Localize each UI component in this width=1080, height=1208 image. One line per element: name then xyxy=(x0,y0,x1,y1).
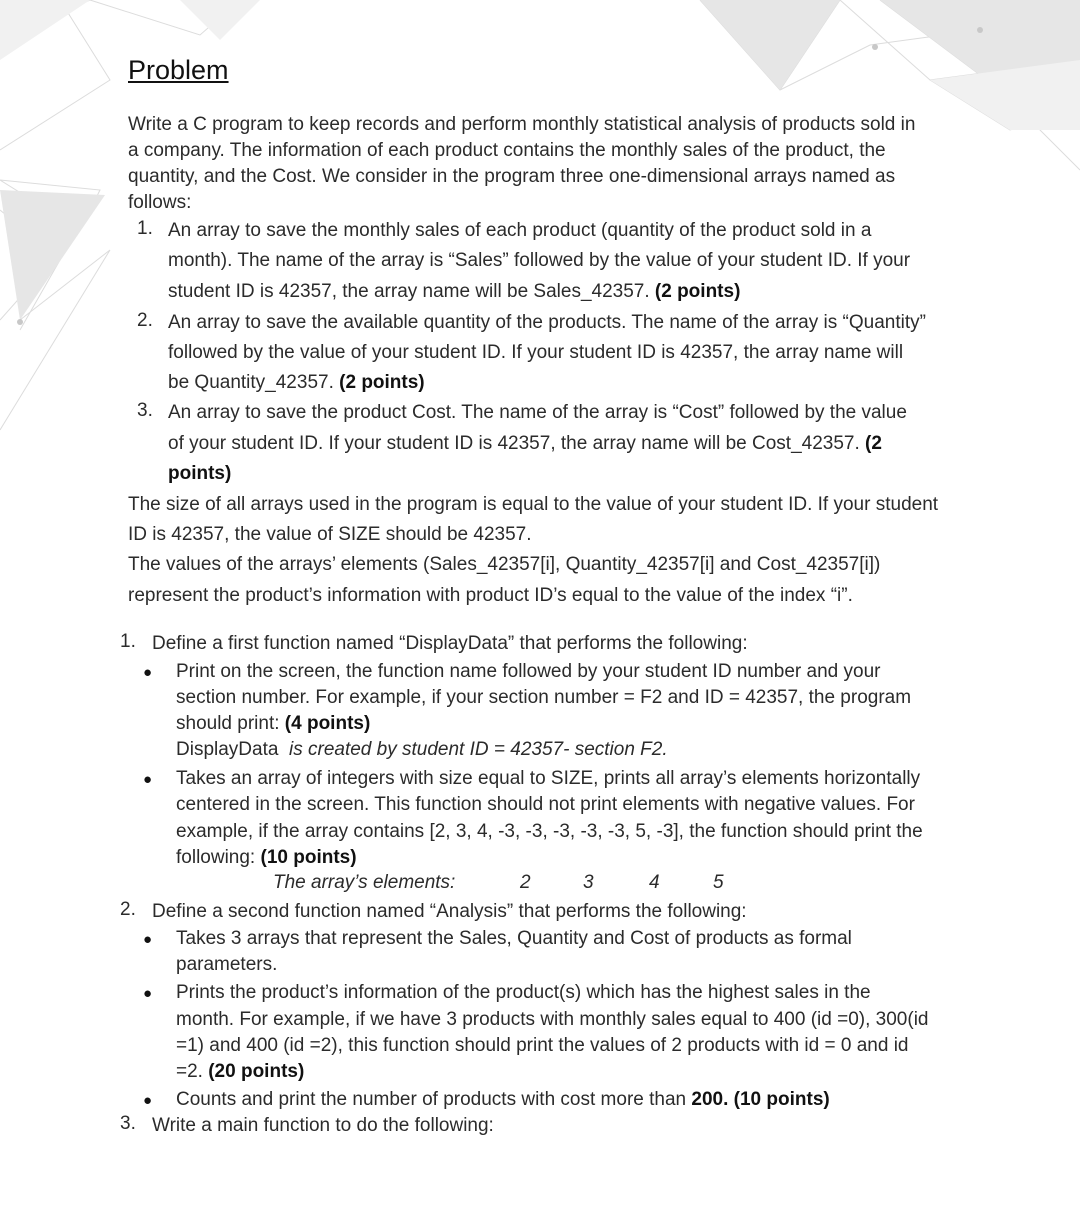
points-label: (10 points) xyxy=(260,847,357,868)
bullet-line: =2. (20 points) xyxy=(176,1061,305,1082)
bullet-icon: ● xyxy=(143,985,153,1002)
intro-line: Write a C program to keep records and perform monthly statistical analysis of products sold in xyxy=(128,114,916,135)
task-number: 1. xyxy=(120,631,136,652)
task-number: 2. xyxy=(120,899,136,920)
array-item-line: month). The name of the array is “Sales” followed by the value of your student ID. If your xyxy=(168,250,911,271)
array-item-line: An array to save the product Cost. The name of the array is “Cost” followed by the value xyxy=(168,402,907,423)
intro-line: quantity, and the Cost. We consider in the program three one-dimensional arrays named as xyxy=(128,166,896,187)
array-output-label: The array’s elements: xyxy=(273,872,456,893)
bullet-icon: ● xyxy=(143,771,153,788)
points-label: (10 points) xyxy=(733,1089,830,1110)
bullet-line: example, if the array contains [2, 3, 4, -3, -3, -3, -3, -3, 5, -3], the function should print the xyxy=(176,821,923,842)
array-item-line xyxy=(168,461,231,487)
size-paragraph-line: ID is 42357, the value of SIZE should be 42357. xyxy=(128,524,532,545)
array-item-number: 2. xyxy=(137,310,153,331)
task-heading: Write a main function to do the following: xyxy=(152,1115,494,1136)
array-output-value: 2 xyxy=(520,872,531,893)
values-paragraph-line: represent the product’s information with product ID’s equal to the value of the index “i”. xyxy=(128,585,853,606)
intro-line: a company. The information of each product contains the monthly sales of the product, the xyxy=(128,140,886,161)
bullet-icon: ● xyxy=(143,664,153,681)
bullet-line: Print on the screen, the function name followed by your student ID number and your xyxy=(176,661,881,682)
bullet-line: month. For example, if we have 3 products with monthly sales equal to 400 (id =0), 300(id xyxy=(176,1009,929,1030)
array-output-value: 5 xyxy=(713,872,724,893)
bullet-line: Takes 3 arrays that represent the Sales, Quantity and Cost of products as formal xyxy=(176,928,852,949)
bullet-line: centered in the screen. This function should not print elements with negative values. For xyxy=(176,794,915,815)
array-item-line: followed by the value of your student ID. If your student ID is 42357, the array name will xyxy=(168,342,904,363)
task-number: 3. xyxy=(120,1113,136,1134)
bullet-line: should print: (4 points) xyxy=(176,713,371,734)
array-item-line: An array to save the monthly sales of each product (quantity of the product sold in a xyxy=(168,220,872,241)
bullet-line: =1) and 400 (id =2), this function should print the values of 2 products with id = 0 and id xyxy=(176,1035,909,1056)
bullet-line: Prints the product’s information of the product(s) which has the highest sales in the xyxy=(176,982,871,1003)
points-label: (2 xyxy=(865,433,882,454)
bullet-line: following: (10 points) xyxy=(176,847,357,868)
array-item-line: of your student ID. If your student ID is 42357, the array name will be Cost_42357. (2 xyxy=(168,433,882,454)
page-title: Problem xyxy=(128,55,229,85)
array-item-number: 1. xyxy=(137,218,153,239)
bullet-line: Counts and print the number of products with cost more than 200. (10 points) xyxy=(176,1089,830,1110)
points-label: (20 points) xyxy=(208,1061,305,1082)
bullet-line: section number. For example, if your section number = F2 and ID = 42357, the program xyxy=(176,687,912,708)
points-label: (2 points) xyxy=(654,281,741,302)
points-label: points) xyxy=(168,463,232,484)
bullet-line: parameters. xyxy=(176,954,278,975)
example-output-line: DisplayData is created by student ID = 42357- section F2. xyxy=(176,739,668,760)
task-heading: Define a first function named “DisplayData” that performs the following: xyxy=(152,633,748,654)
task-heading: Define a second function named “Analysis” that performs the following: xyxy=(152,901,747,922)
array-output-value: 3 xyxy=(583,872,594,893)
values-paragraph-line: The values of the arrays’ elements (Sales_42357[i], Quantity_42357[i] and Cost_42357[i]) xyxy=(128,554,881,575)
bullet-line: Takes an array of integers with size equal to SIZE, prints all array’s elements horizontally xyxy=(176,768,921,789)
points-label: (4 points) xyxy=(284,713,371,734)
array-item-line: An array to save the available quantity of the products. The name of the array is “Quantity” xyxy=(168,312,926,333)
size-paragraph-line: The size of all arrays used in the program is equal to the value of your student ID. If your student xyxy=(128,494,939,515)
bullet-icon: ● xyxy=(143,931,153,948)
array-output-value: 4 xyxy=(649,872,660,893)
bullet-icon: ● xyxy=(143,1092,153,1109)
array-item-number: 3. xyxy=(137,400,153,421)
array-item-line: student ID is 42357, the array name will be Sales_42357. (2 points) xyxy=(168,281,741,302)
array-item-line: be Quantity_42357. (2 points) xyxy=(168,372,425,393)
points-label: (2 points) xyxy=(339,372,425,393)
intro-line: follows: xyxy=(128,192,192,213)
